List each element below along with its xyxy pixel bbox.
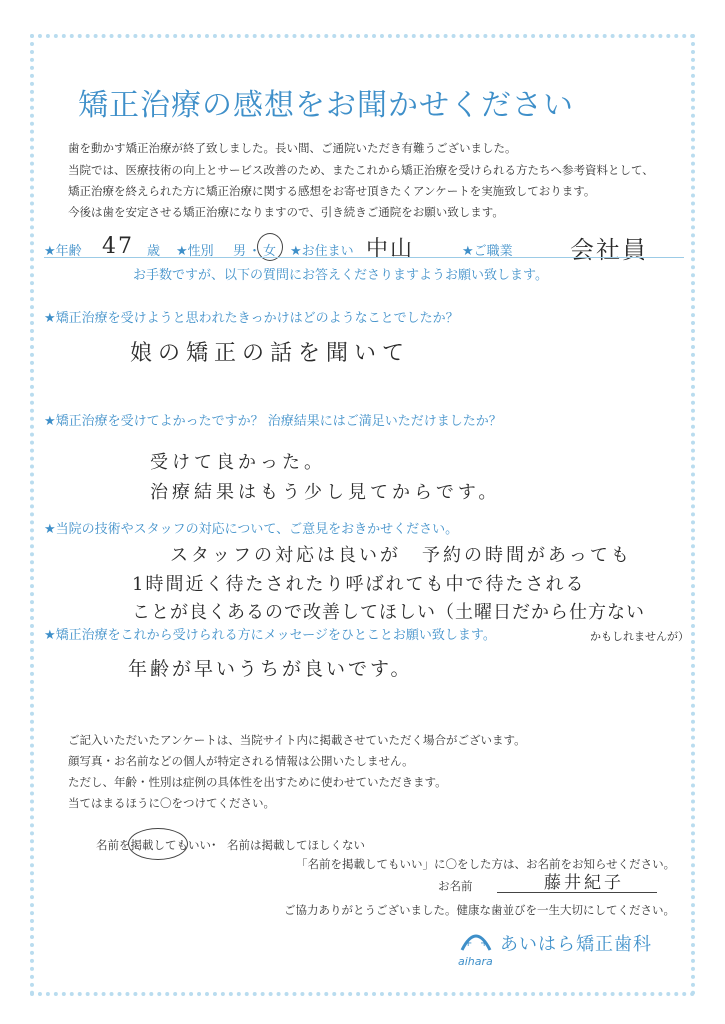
job-value: 会社員	[570, 236, 648, 264]
residence-label: ★お住まい	[290, 244, 354, 259]
question-1: ★矯正治療を受けようと思われたきっかけはどのようなことでしたか？	[44, 311, 459, 326]
question-3: ★当院の技術やスタッフの対応について、ご意見をおきかせください。	[44, 522, 459, 537]
age-unit: 歳	[147, 244, 161, 259]
gender-female: 女	[263, 244, 277, 259]
footer-line: 当てはまるほうに〇をつけてください。	[68, 796, 275, 810]
footer-line: ただし、年齢・性別は症例の具体性を出すために使わせていただきます。	[68, 775, 447, 789]
page-title: 矯正治療の感想をお聞かせください	[78, 88, 574, 123]
clinic-logo-sub: aihara	[458, 955, 493, 968]
answer-3-line: スタッフの対応は良いが 予約の時間があっても	[170, 545, 632, 566]
clinic-logo-name: あいはら矯正歯科	[500, 934, 652, 955]
age-label: ★年齢	[44, 244, 82, 259]
thanks-message: ご協力ありがとうございました。健康な歯並びを一生大切にしてください。	[284, 903, 675, 917]
answer-3-line: 1時間近く待たされたり呼ばれても中で待たされる	[132, 574, 586, 595]
intro-line: 当院では、医療技術の向上とサービス改善のため、またこれから矯正治療を受けられる方たちへ参考資料として、	[68, 163, 654, 177]
profile-underline	[44, 257, 684, 258]
gender-separator: ・	[248, 244, 262, 259]
answer-4-line: 年齢が早いうちが良いです。	[128, 658, 413, 680]
footer-line: ご記入いただいたアンケートは、当院サイト内に掲載させていただく場合がございます。	[68, 733, 526, 747]
footer-line: 顔写真・お名前などの個人が特定される情報は公開いたしません。	[68, 754, 414, 768]
svg-text:+: +	[464, 938, 473, 949]
question-2: ★矯正治療を受けてよかったですか？ 治療結果にはご満足いただけましたか？	[44, 414, 502, 429]
svg-text:+: +	[480, 938, 489, 949]
answer-3-line: ことが良くあるので改善してほしい（土曜日だから仕方ない	[132, 602, 645, 623]
answer-2-line: 受けて良かった。	[150, 452, 326, 473]
gender-male: 男	[233, 244, 247, 259]
name-value: 藤井紀子	[544, 873, 624, 893]
option-separator: ・	[208, 838, 220, 852]
gender-label: ★性別	[176, 244, 214, 259]
name-label: お名前	[438, 879, 473, 893]
publish-selection-circle	[128, 828, 188, 860]
intro-line: 今後は歯を安定させる矯正治療になりますので、引き続きご通院をお願い致します。	[68, 205, 504, 219]
request-note: お手数ですが、以下の質問にお答えくださりますようお願い致します。	[133, 268, 548, 283]
answer-2-line: 治療結果はもう少し見てからです。	[150, 482, 501, 503]
age-value: 47	[102, 234, 134, 259]
publish-note: 「名前を掲載してもいい」に〇をした方は、お名前をお知らせください。	[296, 857, 676, 871]
intro-line: 歯を動かす矯正治療が終了致しました。長い間、ご通院いただき有難うございました。	[68, 141, 517, 155]
answer-1-line: 娘の矯正の話を聞いて	[130, 341, 411, 366]
job-label: ★ご職業	[462, 244, 513, 259]
answer-3-line: かもしれませんが）	[590, 630, 689, 643]
question-4: ★矯正治療をこれから受けられる方にメッセージをひとことお願い致します。	[44, 628, 496, 643]
option-no-publish: 名前は掲載してほしくない	[227, 838, 365, 852]
residence-value: 中山	[366, 237, 415, 262]
name-underline	[497, 892, 657, 893]
intro-line: 矯正治療を終えられた方に矯正治療に関する感想をお寄せ頂きたくアンケートを実施致しております。	[68, 184, 596, 198]
clinic-logo-icon	[458, 922, 494, 954]
option-publish: 名前を掲載してもいい	[96, 838, 211, 852]
